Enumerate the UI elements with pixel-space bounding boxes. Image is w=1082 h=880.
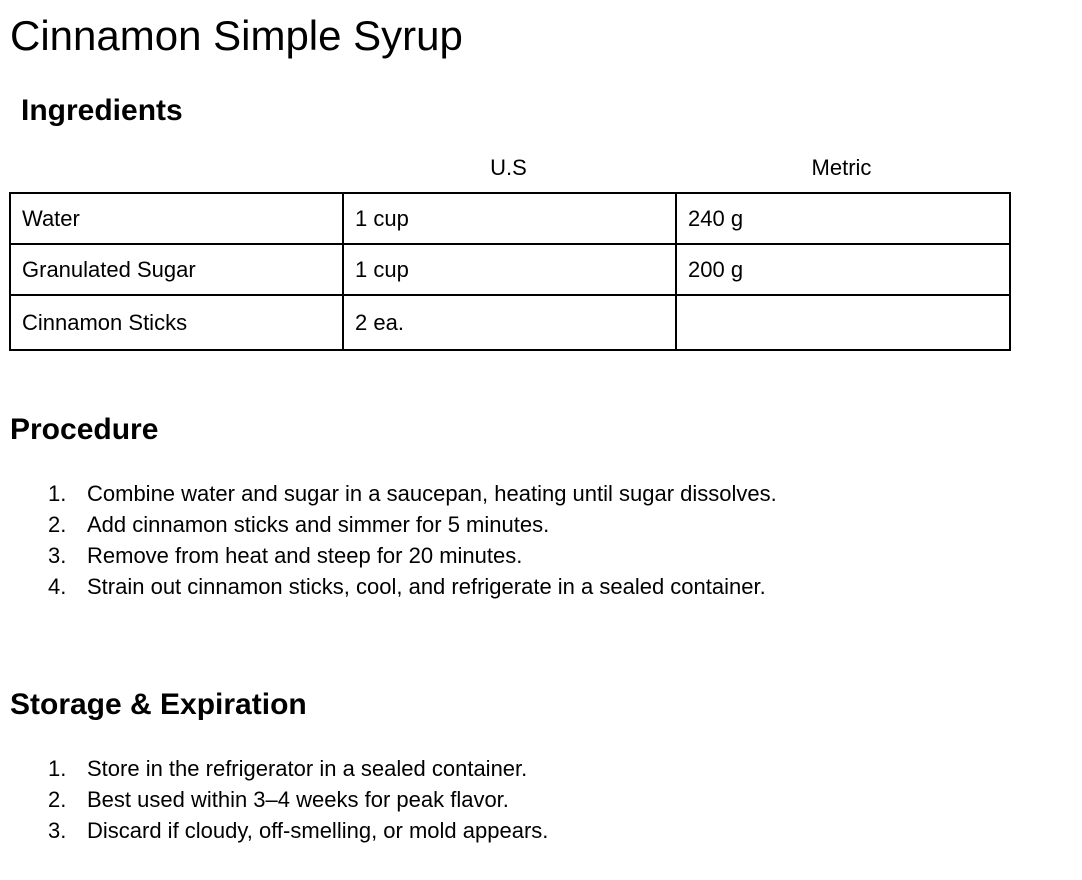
list-number: 3. [48,818,67,843]
metric-amount-cell [676,295,1010,350]
page-title: Cinnamon Simple Syrup [10,12,463,59]
table-row [10,295,1010,350]
column-header-metric: Metric [811,155,872,180]
us-amount-cell: 1 cup [343,193,676,244]
list-text: Strain out cinnamon sticks, cool, and refrigerate in a sealed container. [87,574,766,599]
column-header-us: U.S [490,155,527,180]
list-number: 3. [48,543,67,568]
ingredients-table [9,192,1011,351]
list-number: 2. [48,787,67,812]
list-text: Add cinnamon sticks and simmer for 5 minutes. [87,512,550,537]
list-text: Best used within 3–4 weeks for peak flavor. [87,787,509,812]
ingredients-heading: Ingredients [21,94,183,127]
metric-amount-cell: 240 g [676,193,1010,244]
list-number: 1. [48,481,67,506]
ingredient-name-cell: Granulated Sugar [10,244,343,295]
list-number: 4. [48,574,67,599]
us-amount-cell: 1 cup [343,244,676,295]
ingredient-name-cell: Cinnamon Sticks [10,295,343,350]
list-text: Combine water and sugar in a saucepan, heating until sugar dissolves. [87,481,777,506]
list-text: Store in the refrigerator in a sealed container. [87,756,528,781]
ingredient-name-cell: Water [10,193,343,244]
list-text: Discard if cloudy, off-smelling, or mold appears. [87,818,549,843]
us-amount-cell: 2 ea. [343,295,676,350]
procedure-heading: Procedure [10,413,159,446]
table-row [10,244,1010,295]
list-text: Remove from heat and steep for 20 minutes. [87,543,523,568]
list-number: 1. [48,756,67,781]
list-number: 2. [48,512,67,537]
table-row [10,193,1010,244]
storage-heading: Storage & Expiration [10,688,307,721]
metric-amount-cell: 200 g [676,244,1010,295]
